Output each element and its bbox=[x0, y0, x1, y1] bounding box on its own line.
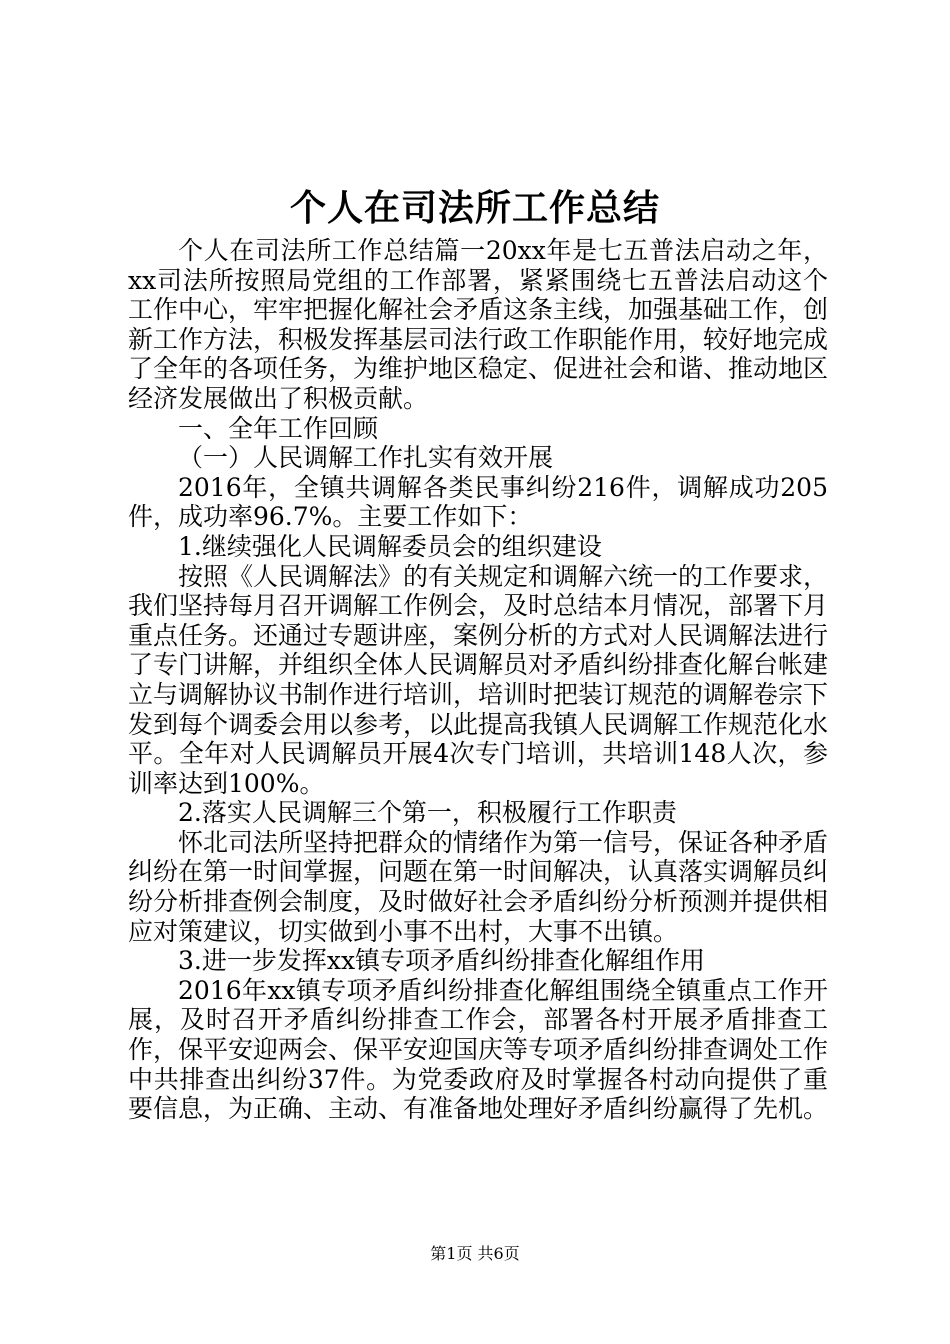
heading-organization: 1.继续强化人民调解委员会的组织建设 bbox=[178, 531, 602, 561]
heading-review: 一、全年工作回顾 bbox=[178, 413, 379, 443]
paragraph-mediation-stats: 2016年，全镇共调解各类民事纠纷216件，调解成功205件，成功率96.7%。主要工作如下： bbox=[128, 472, 828, 532]
document-body bbox=[128, 236, 828, 1124]
page-number: 第1页 共6页 bbox=[430, 1244, 520, 1263]
paragraph-organization: 按照《人民调解法》的有关规定和调解六统一的工作要求，我们坚持每月召开调解工作例会，及时总结本月情况，部署下月重点任务。还通过专题讲座，案例分析的方式对人民调解法进行了专门讲解，并组织全体人民调解员对矛盾纠纷排查化解台帐建立与调解协议书制作进行培训，培训时把装订规范的调解卷宗下发到每个调委会用以参考，以此提高我镇人民调解工作规范化水平。全年对人民调解员开展4次专门培训，共培训148人次，参训率达到100%。 bbox=[128, 561, 829, 798]
document-title: 个人在司法所工作总结 bbox=[289, 187, 660, 229]
paragraph-special-group: 2016年xx镇专项矛盾纠纷排查化解组围绕全镇重点工作开展，及时召开矛盾纠纷排查工作会，部署各村开展矛盾排查工作，保平安迎两会、保平安迎国庆等专项矛盾纠纷排查调处工作中共排查出纠纷37件。为党委政府及时掌握各村动向提供了重要信息，为正确、主动、有准备地处理好矛盾纠纷赢得了先机。 bbox=[128, 975, 829, 1124]
heading-mediation: （一）人民调解工作扎实有效开展 bbox=[178, 443, 554, 473]
paragraph-intro: 个人在司法所工作总结篇一20xx年是七五普法启动之年，xx司法所按照局党组的工作部署，紧紧围绕七五普法启动这个工作中心，牢牢把握化解社会矛盾这条主线，加强基础工作，创新工作方法，积极发挥基层司法行政工作职能作用，较好地完成了全年的各项任务，为维护地区稳定、促进社会和谐、推动地区经济发展做出了积极贡献。 bbox=[128, 236, 829, 413]
heading-three-firsts: 2.落实人民调解三个第一，积极履行工作职责 bbox=[178, 798, 677, 828]
heading-special-group: 3.进一步发挥xx镇专项矛盾纠纷排查化解组作用 bbox=[178, 946, 706, 976]
paragraph-three-firsts: 怀北司法所坚持把群众的情绪作为第一信号，保证各种矛盾纠纷在第一时间掌握，问题在第一时间解决，认真落实调解员纠纷分析排查例会制度，及时做好社会矛盾纠纷分析预测并提供相应对策建议，切实做到小事不出村，大事不出镇。 bbox=[128, 827, 829, 946]
